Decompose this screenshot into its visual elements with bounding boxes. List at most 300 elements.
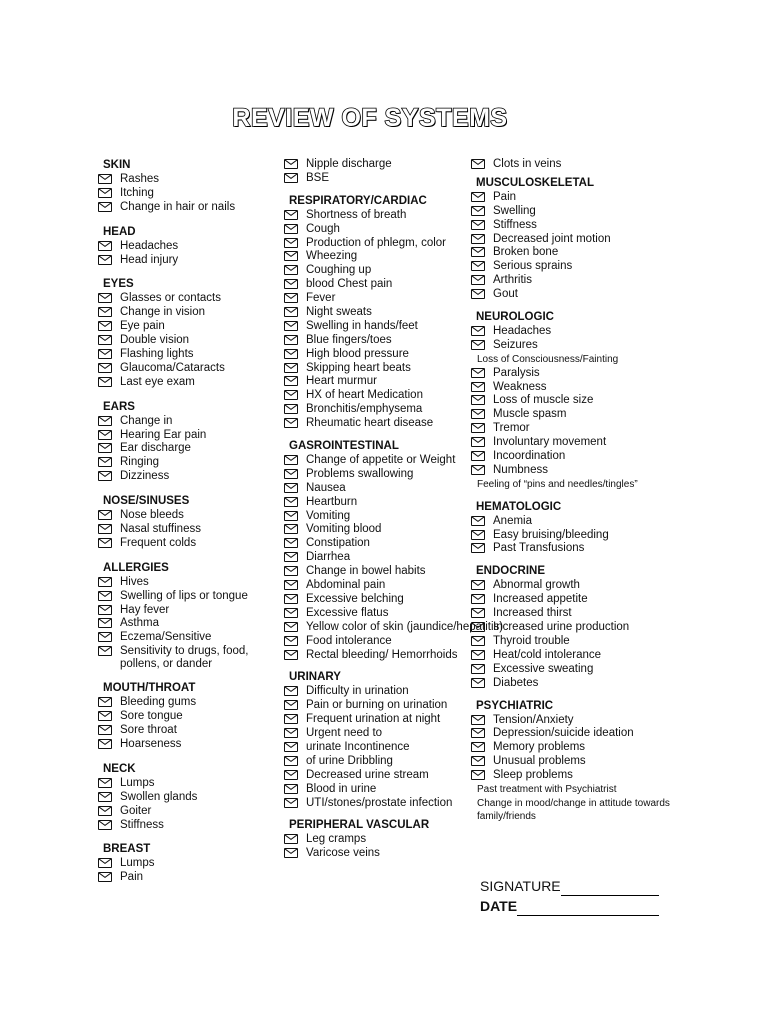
checkbox[interactable] <box>98 820 112 830</box>
checklist-item[interactable] <box>98 173 278 187</box>
checklist-item[interactable] <box>471 246 671 260</box>
checklist-item[interactable] <box>98 791 278 805</box>
checkbox[interactable] <box>284 580 298 590</box>
checklist-item[interactable] <box>284 362 470 376</box>
checklist-item[interactable] <box>284 699 470 713</box>
checklist-item[interactable] <box>471 450 671 464</box>
checklist-item[interactable] <box>98 470 278 484</box>
checkbox[interactable] <box>98 188 112 198</box>
checklist-item[interactable] <box>471 274 671 288</box>
checklist-item[interactable] <box>471 649 671 663</box>
column-right <box>471 158 671 823</box>
checklist-item[interactable] <box>471 436 671 450</box>
checklist-item <box>471 478 671 492</box>
checkbox[interactable] <box>471 220 485 230</box>
checklist-item[interactable] <box>98 523 278 537</box>
checklist-item-label: Increased appetite <box>493 593 588 606</box>
checkbox[interactable] <box>98 524 112 534</box>
checklist-item-label: Glaucoma/Cataracts <box>120 361 225 374</box>
checkbox[interactable] <box>471 742 485 752</box>
checklist-item[interactable] <box>471 381 671 395</box>
checkbox[interactable] <box>284 497 298 507</box>
checklist-item[interactable] <box>98 537 278 551</box>
checklist-item[interactable] <box>284 783 470 797</box>
checkbox[interactable] <box>471 409 485 419</box>
checkbox[interactable] <box>284 363 298 373</box>
checklist-item[interactable] <box>98 320 278 334</box>
checkbox[interactable] <box>98 858 112 868</box>
checklist-item-label: Clots in veins <box>493 158 562 170</box>
checkbox[interactable] <box>98 778 112 788</box>
checkbox[interactable] <box>98 321 112 331</box>
checklist-item[interactable] <box>284 713 470 727</box>
checklist-item[interactable] <box>284 417 470 431</box>
checklist-item[interactable] <box>471 769 671 783</box>
checklist-item[interactable] <box>471 635 671 649</box>
checkbox[interactable] <box>471 664 485 674</box>
checkbox[interactable] <box>284 798 298 808</box>
checkbox[interactable] <box>471 543 485 553</box>
checkbox[interactable] <box>284 566 298 576</box>
checklist-item[interactable] <box>471 579 671 593</box>
checkbox[interactable] <box>284 770 298 780</box>
section <box>98 225 278 268</box>
checklist-item[interactable] <box>284 209 470 223</box>
checklist-item-label: Leg cramps <box>306 833 367 846</box>
checkbox[interactable] <box>284 335 298 345</box>
checkbox[interactable] <box>98 872 112 882</box>
checklist-item-label: Asthma <box>120 617 159 630</box>
checkbox[interactable] <box>98 577 112 587</box>
checkbox[interactable] <box>98 416 112 426</box>
checklist-item[interactable] <box>98 819 278 833</box>
checklist-item-label: Anemia <box>493 514 532 527</box>
checklist-item[interactable] <box>284 320 470 334</box>
checklist-item[interactable] <box>98 696 278 710</box>
checklist-item[interactable] <box>471 205 671 219</box>
checkbox[interactable] <box>98 293 112 303</box>
checkbox[interactable] <box>471 192 485 202</box>
checklist-item[interactable] <box>98 710 278 724</box>
checklist-item[interactable] <box>471 542 671 556</box>
checkbox[interactable] <box>284 784 298 794</box>
checklist-item[interactable] <box>471 367 671 381</box>
checklist-item[interactable] <box>284 264 470 278</box>
checklist-item[interactable] <box>98 576 278 590</box>
checkbox[interactable] <box>471 437 485 447</box>
checkbox[interactable] <box>284 511 298 521</box>
section <box>284 818 470 861</box>
checkbox[interactable] <box>284 756 298 766</box>
checkbox[interactable] <box>284 293 298 303</box>
checklist-item[interactable] <box>98 805 278 819</box>
checklist-item[interactable] <box>98 509 278 523</box>
checklist-item[interactable] <box>471 339 671 353</box>
checkbox[interactable] <box>471 395 485 405</box>
checklist-item-label: Change in hair or nails <box>120 200 236 213</box>
checklist-item-label: Blood in urine <box>306 782 377 795</box>
checklist-item[interactable] <box>471 408 671 422</box>
checkbox[interactable] <box>284 469 298 479</box>
checkbox[interactable] <box>471 382 485 392</box>
checklist-item[interactable] <box>284 468 470 482</box>
checklist-item[interactable] <box>98 254 278 268</box>
checkbox[interactable] <box>98 806 112 816</box>
checklist-item-label: Rectal bleeding/ Hemorrhoids <box>306 648 458 661</box>
checklist-item-label: Eczema/Sensitive <box>120 631 212 644</box>
section-title: ALLERGIES <box>103 561 169 574</box>
checklist-item[interactable] <box>284 537 470 551</box>
checkbox[interactable] <box>284 251 298 261</box>
section <box>98 561 278 671</box>
checklist-item[interactable] <box>471 727 671 741</box>
checklist-item[interactable] <box>98 201 278 215</box>
checklist-item[interactable] <box>98 429 278 443</box>
checkbox[interactable] <box>471 728 485 738</box>
checkbox[interactable] <box>284 376 298 386</box>
checkbox[interactable] <box>284 483 298 493</box>
checkbox[interactable] <box>471 678 485 688</box>
checklist-item[interactable] <box>284 593 470 607</box>
checklist-item[interactable] <box>284 847 470 861</box>
checklist-item[interactable] <box>98 724 278 738</box>
checklist-item-label: Rheumatic heart disease <box>306 417 434 430</box>
checklist-item[interactable] <box>284 510 470 524</box>
checklist-item[interactable] <box>98 415 278 429</box>
checklist-item-label: Weakness <box>493 380 547 393</box>
checklist-item-label: Frequent urination at night <box>306 713 441 726</box>
checkbox[interactable] <box>98 510 112 520</box>
checklist-item[interactable] <box>284 348 470 362</box>
checkbox[interactable] <box>471 608 485 618</box>
checklist-item[interactable] <box>98 590 278 604</box>
checkbox[interactable] <box>98 605 112 615</box>
checkbox[interactable] <box>98 591 112 601</box>
checkbox[interactable] <box>284 742 298 752</box>
checkbox[interactable] <box>98 646 112 656</box>
checklist-item-label: Vomiting <box>306 509 351 522</box>
checkbox[interactable] <box>98 430 112 440</box>
checklist-item[interactable] <box>471 158 671 172</box>
checklist-item[interactable] <box>471 464 671 478</box>
checklist-item[interactable] <box>98 442 278 456</box>
checklist-item[interactable] <box>471 677 671 691</box>
checklist-item-label: Hives <box>120 575 149 588</box>
checklist-item[interactable] <box>471 621 671 635</box>
checklist-item[interactable] <box>284 306 470 320</box>
section <box>98 842 278 885</box>
checklist-item[interactable] <box>471 288 671 302</box>
checklist-item[interactable] <box>284 833 470 847</box>
checklist-item[interactable] <box>471 529 671 543</box>
checklist-item[interactable] <box>284 454 470 468</box>
checkbox[interactable] <box>284 538 298 548</box>
checklist-item[interactable] <box>284 292 470 306</box>
checklist-item[interactable] <box>284 620 504 635</box>
checklist-item[interactable] <box>471 325 671 339</box>
checklist-item-label: Gout <box>493 288 518 301</box>
checklist-item[interactable] <box>284 635 470 649</box>
checkbox[interactable] <box>284 418 298 428</box>
checkbox[interactable] <box>471 465 485 475</box>
checklist-item[interactable] <box>284 389 470 403</box>
section <box>284 670 470 810</box>
checkbox[interactable] <box>471 516 485 526</box>
checkbox[interactable] <box>284 728 298 738</box>
checklist-item[interactable] <box>471 219 671 233</box>
section <box>98 400 278 484</box>
checklist-item[interactable] <box>98 306 278 320</box>
checkbox[interactable] <box>98 697 112 707</box>
checklist-item[interactable] <box>284 334 470 348</box>
checkbox[interactable] <box>98 443 112 453</box>
checkbox[interactable] <box>284 552 298 562</box>
checklist-item <box>471 797 671 823</box>
checklist-item-label: of urine Dribbling <box>306 754 393 767</box>
checkbox[interactable] <box>471 770 485 780</box>
checklist-item[interactable] <box>98 604 278 618</box>
checklist-item[interactable] <box>98 362 278 376</box>
checkbox[interactable] <box>284 321 298 331</box>
checklist-item[interactable] <box>98 617 278 631</box>
checklist-item[interactable] <box>98 292 278 306</box>
checklist-item[interactable] <box>284 649 470 663</box>
checklist-item[interactable] <box>471 260 671 274</box>
checkbox[interactable] <box>471 368 485 378</box>
checklist-item[interactable] <box>284 551 470 565</box>
checkbox[interactable] <box>471 247 485 257</box>
checklist-item[interactable] <box>284 727 470 741</box>
section-title: HEMATOLOGIC <box>476 500 562 513</box>
section-title: GASROINTESTINAL <box>289 440 399 453</box>
checkbox[interactable] <box>284 238 298 248</box>
checklist-item[interactable] <box>284 755 470 769</box>
checklist-item[interactable] <box>471 515 671 529</box>
checkbox[interactable] <box>284 455 298 465</box>
checkbox[interactable] <box>471 451 485 461</box>
checkbox[interactable] <box>284 834 298 844</box>
checklist-item-label: Fever <box>306 292 336 305</box>
checkbox[interactable] <box>471 715 485 725</box>
section-title: URINARY <box>289 671 341 684</box>
checklist-item-label: Change in <box>120 414 173 427</box>
checklist-item[interactable] <box>284 172 470 186</box>
checkbox[interactable] <box>284 390 298 400</box>
checklist-item[interactable] <box>98 871 278 885</box>
checkbox[interactable] <box>98 174 112 184</box>
checkbox[interactable] <box>98 457 112 467</box>
checkbox[interactable] <box>284 594 298 604</box>
checkbox[interactable] <box>471 261 485 271</box>
checklist-item[interactable] <box>284 223 470 237</box>
checkbox[interactable] <box>471 159 485 169</box>
checklist-item[interactable] <box>98 631 278 645</box>
checkbox[interactable] <box>471 340 485 350</box>
checklist-item[interactable] <box>98 334 278 348</box>
checklist-item-label: Increased thirst <box>493 607 572 620</box>
checklist-item-label: Swollen glands <box>120 790 198 803</box>
checklist-item[interactable] <box>284 237 470 251</box>
section-title: HEAD <box>103 225 136 238</box>
checkbox[interactable] <box>471 289 485 299</box>
checklist-item[interactable] <box>284 565 470 579</box>
checkbox[interactable] <box>98 307 112 317</box>
checkbox[interactable] <box>284 636 298 646</box>
checkbox[interactable] <box>98 792 112 802</box>
checklist-item[interactable] <box>284 250 470 264</box>
section <box>98 681 278 752</box>
checklist-item[interactable] <box>471 755 671 769</box>
checkbox[interactable] <box>98 335 112 345</box>
checkbox[interactable] <box>284 210 298 220</box>
checkbox[interactable] <box>284 173 298 183</box>
checklist-item[interactable] <box>284 769 470 783</box>
checklist-item-label: Past treatment with Psychiatrist <box>477 783 617 795</box>
checklist-item[interactable] <box>98 645 278 671</box>
section <box>471 564 671 690</box>
checkbox[interactable] <box>284 349 298 359</box>
checklist-item[interactable] <box>98 240 278 254</box>
checklist-item[interactable] <box>98 187 278 201</box>
checklist-item <box>471 353 671 367</box>
checklist-item-label: Arthritis <box>493 274 532 287</box>
checklist-item[interactable] <box>284 403 470 417</box>
checklist-item-label: UTI/stones/prostate infection <box>306 796 453 809</box>
checklist-item[interactable] <box>98 738 278 752</box>
checkbox[interactable] <box>98 739 112 749</box>
checklist-item[interactable] <box>284 482 470 496</box>
checkbox[interactable] <box>471 650 485 660</box>
checkbox[interactable] <box>98 711 112 721</box>
checklist-item[interactable] <box>284 278 470 292</box>
checkbox[interactable] <box>284 608 298 618</box>
checkbox[interactable] <box>471 234 485 244</box>
checkbox[interactable] <box>98 363 112 373</box>
checklist-item[interactable] <box>98 456 278 470</box>
checklist-item-label: Frequent colds <box>120 536 197 549</box>
checklist-item[interactable] <box>284 741 470 755</box>
checklist-item-label: Numbness <box>493 463 548 476</box>
date-line[interactable] <box>517 915 659 916</box>
checkbox[interactable] <box>471 530 485 540</box>
checkbox[interactable] <box>284 279 298 289</box>
checkbox[interactable] <box>98 618 112 628</box>
checklist-item[interactable] <box>471 741 671 755</box>
checklist-item-label: Food intolerance <box>306 634 392 647</box>
checklist-item-label: Paralysis <box>493 366 540 379</box>
checklist-item[interactable] <box>471 233 671 247</box>
checkbox[interactable] <box>284 622 298 632</box>
checkbox[interactable] <box>284 650 298 660</box>
checklist-item[interactable] <box>98 777 278 791</box>
checkbox[interactable] <box>98 538 112 548</box>
signature-block <box>472 876 672 916</box>
checklist-item-label: Sore tongue <box>120 710 183 723</box>
checklist-item[interactable] <box>284 797 470 811</box>
checkbox[interactable] <box>98 241 112 251</box>
checklist-item-label: Pain <box>120 871 144 884</box>
checkbox[interactable] <box>471 756 485 766</box>
checklist-item-label: BSE <box>306 171 330 184</box>
checklist-item[interactable] <box>471 593 671 607</box>
checklist-item[interactable] <box>284 607 470 621</box>
checklist-item-label: Excessive flatus <box>306 606 389 619</box>
checkbox[interactable] <box>284 307 298 317</box>
checkbox[interactable] <box>284 159 298 169</box>
checklist-item[interactable] <box>471 663 671 677</box>
checklist-item[interactable] <box>98 857 278 871</box>
checklist-item-label: Loss of Consciousness/Fainting <box>477 353 619 365</box>
checklist-item-label: Abnormal growth <box>493 579 580 592</box>
checklist-item[interactable] <box>284 375 470 389</box>
checkbox[interactable] <box>471 275 485 285</box>
checklist-item-label: Loss of muscle size <box>493 394 594 407</box>
checkbox[interactable] <box>98 202 112 212</box>
checklist-item[interactable] <box>471 191 671 205</box>
checklist-item[interactable] <box>98 348 278 362</box>
checkbox[interactable] <box>98 349 112 359</box>
checkbox[interactable] <box>471 636 485 646</box>
checklist-item-label: Night sweats <box>306 306 372 319</box>
checklist-item-label: Bleeding gums <box>120 696 197 709</box>
checkbox[interactable] <box>98 255 112 265</box>
checklist-item[interactable] <box>471 394 671 408</box>
checklist-item[interactable] <box>284 685 470 699</box>
checkbox[interactable] <box>284 524 298 534</box>
checkbox[interactable] <box>471 423 485 433</box>
checkbox[interactable] <box>98 725 112 735</box>
checkbox[interactable] <box>98 377 112 387</box>
checklist-item-label: urinate Incontinence <box>306 740 410 753</box>
checklist-item-label: Sensitivity to drugs, food, pollens, or dander <box>120 645 249 671</box>
checklist-item[interactable] <box>284 579 470 593</box>
checkbox[interactable] <box>471 206 485 216</box>
checkbox[interactable] <box>98 471 112 481</box>
checkbox[interactable] <box>471 594 485 604</box>
checkbox[interactable] <box>284 224 298 234</box>
checklist-item <box>471 783 671 797</box>
checkbox[interactable] <box>471 326 485 336</box>
checklist-item-label: blood Chest pain <box>306 278 393 291</box>
checklist-item[interactable] <box>284 158 470 172</box>
checkbox[interactable] <box>284 404 298 414</box>
checkbox[interactable] <box>98 632 112 642</box>
checklist-item-label: Swelling <box>493 204 536 217</box>
checklist-item-label: Heat/cold intolerance <box>493 648 602 661</box>
checklist-item[interactable] <box>98 376 278 390</box>
checkbox[interactable] <box>471 580 485 590</box>
section-title: NEUROLOGIC <box>476 311 554 324</box>
column-middle <box>284 158 504 861</box>
checklist-item-label: Eye pain <box>120 320 165 333</box>
checkbox[interactable] <box>284 265 298 275</box>
checklist-item[interactable] <box>284 496 470 510</box>
checklist-item[interactable] <box>471 714 671 728</box>
checkbox[interactable] <box>284 848 298 858</box>
checkbox[interactable] <box>284 686 298 696</box>
checklist-item-label: Swelling of lips or tongue <box>120 589 248 602</box>
checkbox[interactable] <box>471 622 485 632</box>
checklist-item-label: Diabetes <box>493 676 539 689</box>
checklist-item[interactable] <box>284 523 470 537</box>
checklist-item-label: Headaches <box>120 239 179 252</box>
checkbox[interactable] <box>284 714 298 724</box>
date-label: DATE <box>480 898 518 914</box>
checklist-item-label: Unusual problems <box>493 755 586 768</box>
checklist-item[interactable] <box>471 422 671 436</box>
checkbox[interactable] <box>284 700 298 710</box>
checklist-item[interactable] <box>471 607 671 621</box>
